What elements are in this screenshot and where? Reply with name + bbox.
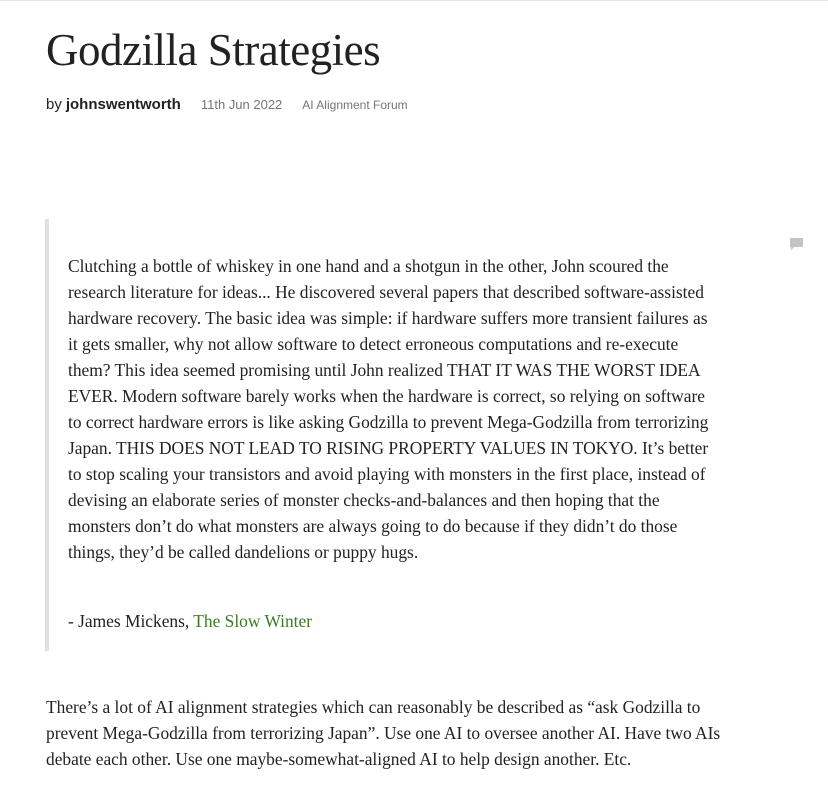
post-venue[interactable]: AI Alignment Forum [302, 98, 408, 112]
post-title: Godzilla Strategies [46, 25, 381, 75]
comment-icon[interactable] [789, 237, 804, 252]
top-divider [0, 0, 828, 3]
blockquote [45, 219, 710, 651]
quote-attribution [68, 608, 708, 634]
source-link[interactable]: The Slow Winter [193, 611, 313, 631]
body-paragraph: There’s a lot of AI alignment strategies which can reasonably be described as “ask Godzilla to prevent Mega-Godzilla from terrorizing Japan”. Use one AI to oversee another AI. Have two AIs debate each other. Use one maybe-somewhat-aligned AI to help design another. Etc. [46, 697, 721, 769]
attribution-prefix: - James Mickens, [68, 611, 194, 631]
byline-label: by [46, 96, 62, 113]
author-link[interactable]: johnswentworth [65, 96, 181, 113]
post-meta [46, 96, 408, 118]
post-date[interactable]: 11th Jun 2022 [200, 97, 283, 112]
quote-text: Clutching a bottle of whiskey in one hand and a shotgun in the other, John scoured the research literature for ideas... He discovered several papers that described software-assisted hardware recovery. The basic idea was simple: if hardware suffers more transient failures as it gets smaller, why not allow software to detect erroneous computations and re-execute them? This idea seemed promising until John realized THAT IT WAS THE WORST IDEA EVER. Modern software barely works when the hardware is correct, so relying on software to correct hardware errors is like asking Godzilla to prevent Mega-Godzilla from terrorizing Japan. THIS DOES NOT LEAD TO RISING PROPERTY VALUES IN TOKYO. It’s better to stop scaling your transistors and avoid playing with monsters in the first place, instead of devising an elaborate series of monster checks-and-balances and then hoping that the monsters don’t do what monsters are always going to do because if they didn’t do those things, they’d be called dandelions or puppy hugs. [68, 256, 709, 562]
